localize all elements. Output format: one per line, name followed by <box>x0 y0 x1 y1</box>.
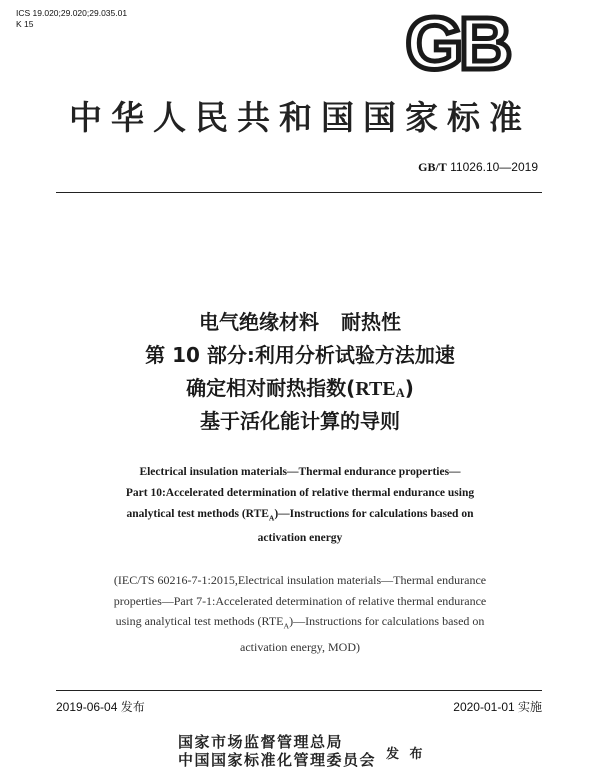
standard-prefix: GB/T <box>418 160 447 174</box>
bottom-divider <box>56 690 542 691</box>
title-cn-line-2: 第 10 部分:利用分析试验方法加速 <box>145 343 455 367</box>
standard-code: 11026.10—2019 <box>450 160 538 174</box>
title-en-line-1: Electrical insulation materials—Thermal endurance properties— <box>139 466 461 478</box>
ics-code: ICS 19.020;29.020;29.035.01 <box>16 8 128 18</box>
title-cn-line-3-prefix: 确定相对耐热指数( <box>186 376 356 400</box>
issue-action: 发 布 <box>386 747 426 762</box>
national-standard-heading: 中华人民共和国国家标准 <box>69 98 531 137</box>
title-cn-part-a: 电气绝缘材料 <box>199 310 319 334</box>
gb-logo-text: GB <box>405 12 509 78</box>
title-cn-line-4: 基于活化能计算的导则 <box>200 409 400 433</box>
adoption-line-2: properties—Part 7-1:Accelerated determination of relative thermal endurance <box>113 593 487 608</box>
rte-symbol: $RTE_A$ <box>355 378 405 400</box>
title-en-line-2: Part 10:Accelerated determination of relative thermal endurance using <box>125 487 475 499</box>
issuer-sac: 中国国家标准化管理委员会 <box>178 751 377 769</box>
ccs-code: K 15 <box>16 19 34 29</box>
title-en-line-3: analytical test methods $(RTE_A)—Instructions$ for calculations based on <box>126 508 474 523</box>
issuer-samr: 国家市场监督管理总局 <box>178 733 344 751</box>
standard-number <box>418 160 538 175</box>
title-en <box>60 462 540 549</box>
title-cn-line-1 <box>0 306 600 339</box>
issuing-authorities <box>178 733 376 769</box>
title-en-line-4: activation energy <box>257 532 343 545</box>
gb-logo <box>392 12 522 78</box>
implementation-date: 2020-01-01 实施 <box>453 700 542 714</box>
top-divider <box>56 192 542 193</box>
adoption-line-1: (IEC/TS 60216-7-1:2015,Electrical insulation materials—Thermal endurance <box>113 573 487 587</box>
title-cn-line-3-suffix: ) <box>404 376 414 400</box>
publish-date: 2019-06-04 发布 <box>56 700 145 714</box>
adoption-statement <box>56 570 544 657</box>
classification-codes <box>16 8 127 30</box>
title-cn-part-b: 耐热性 <box>341 310 401 334</box>
adoption-line-4: activation energy, MOD) <box>240 639 360 654</box>
adoption-line-3: using analytical test methods $(RTE_A)—Instructions$ for calculations based on <box>115 614 485 631</box>
